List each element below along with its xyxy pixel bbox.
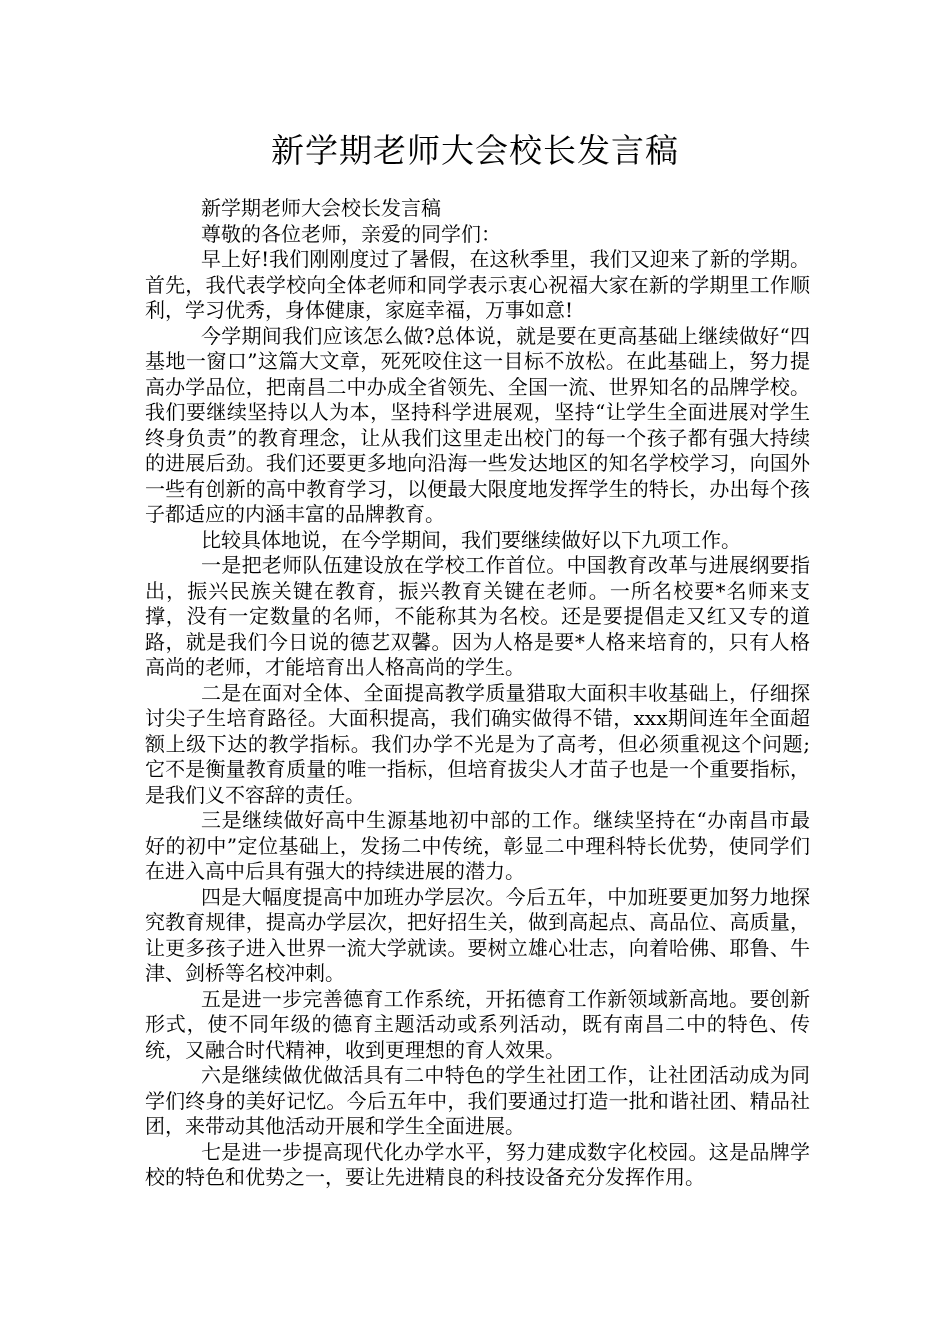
paragraph: 早上好!我们刚刚度过了暑假，在这秋季里，我们又迎来了新的学期。首先，我代表学校向全体老师和同学表示衷心祝福大家在新的学期里工作顺利，学习优秀，身体健康，家庭幸福，万事如意! <box>145 247 810 322</box>
paragraph: 新学期老师大会校长发言稿 <box>201 196 441 220</box>
document-title: 新学期老师大会校长发言稿 <box>271 131 679 170</box>
paragraph: 五是进一步完善德育工作系统，开拓德育工作新领域新高地。要创新形式，使不同年级的德育主题活动或系列活动，既有南昌二中的特色、传统，又融合时代精神，收到更理想的育人效果。 <box>145 986 810 1062</box>
paragraph: 六是继续做优做活具有二中特色的学生社团工作，让社团活动成为同学们终身的美好记忆。今后五年中，我们要通过打造一批和谐社团、精品社团，来带动其他活动开展和学生全面进展。 <box>145 1063 810 1138</box>
paragraph: 二是在面对全体、全面提高教学质量猎取大面积丰收基础上，仔细探讨尖子生培育路径。大面积提高，我们确实做得不错，xxx期间连年全面超额上级下达的教学指标。我们办学不光是为了高考，但必须重视这个问题;它不是衡量教育质量的唯一指标，但培育拔尖人才苗子也是一个重要指标，是我们义不容辞的责任。 <box>145 680 810 807</box>
paragraph: 四是大幅度提高中加班办学层次。今后五年，中加班要更加努力地探究教育规律，提高办学层次，把好招生关，做到高起点、高品位、高质量，让更多孩子进入世界一流大学就读。要树立雄心壮志，向着哈佛、耶鲁、牛津、剑桥等名校冲刺。 <box>145 884 810 985</box>
document-body <box>145 196 810 1191</box>
paragraph: 一是把老师队伍建设放在学校工作首位。中国教育改革与进展纲要指出，振兴民族关键在教育，振兴教育关键在老师。一所名校要*名师来支撑，没有一定数量的名师，不能称其为名校。还是要提倡走又红又专的道路，就是我们今日说的德艺双馨。因为人格是要*人格来培育的，只有人格高尚的老师，才能培育出人格高尚的学生。 <box>145 553 810 679</box>
paragraph: 今学期间我们应该怎么做?总体说，就是要在更高基础上继续做好“四基地一窗口”这篇大文章，死死咬住这一目标不放松。在此基础上，努力提高办学品位，把南昌二中办成全省领先、全国一流、世界知名的品牌学校。我们要继续坚持以人为本，坚持科学进展观，坚持“让学生全面进展对学生终身负责”的教育理念，让从我们这里走出校门的每一个孩子都有强大持续的进展后劲。我们还要更多地向沿海一些发达地区的知名学校学习，向国外一些有创新的高中教育学习，以便最大限度地发挥学生的特长，办出每个孩子都适应的内涵丰富的品牌教育。 <box>145 323 810 526</box>
paragraph: 三是继续做好高中生源基地初中部的工作。继续坚持在“办南昌市最好的初中”定位基础上，发扬二中传统，彰显二中理科特长优势，使同学们在进入高中后具有强大的持续进展的潜力。 <box>145 808 810 883</box>
paragraph: 尊敬的各位老师，亲爱的同学们： <box>201 221 501 246</box>
paragraph: 比较具体地说，在今学期间，我们要继续做好以下九项工作。 <box>201 527 741 552</box>
paragraph: 七是进一步提高现代化办学水平，努力建成数字化校园。这是品牌学校的特色和优势之一，要让先进精良的科技设备充分发挥作用。 <box>145 1139 810 1189</box>
